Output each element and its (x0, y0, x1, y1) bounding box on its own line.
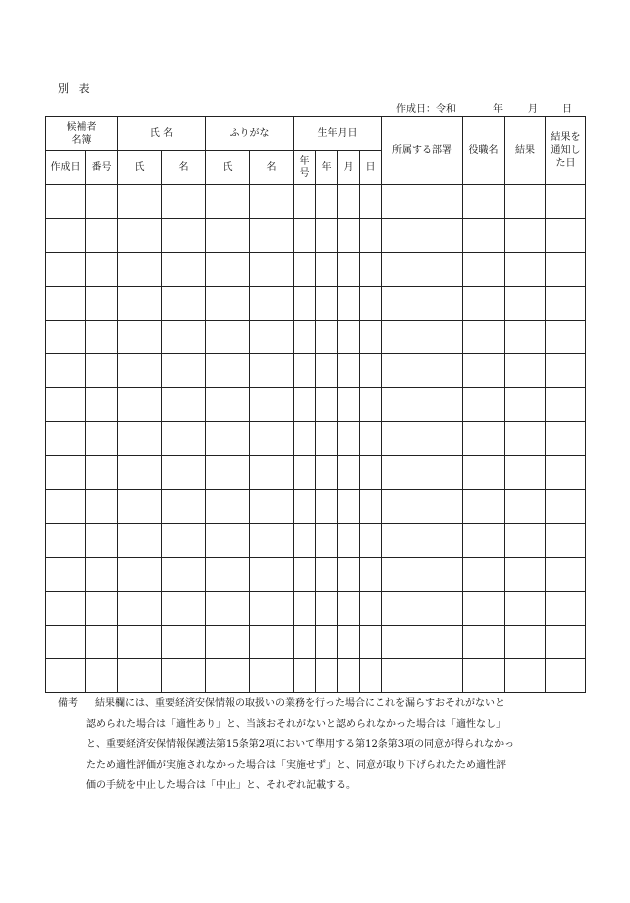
table-cell (316, 286, 338, 320)
table-cell (162, 286, 206, 320)
table-cell (118, 320, 162, 354)
table-cell (162, 252, 206, 286)
table-cell (46, 388, 86, 422)
table-cell (250, 456, 294, 490)
date-month-label: 月 (528, 104, 538, 115)
table-cell (505, 286, 546, 320)
table-cell (546, 354, 586, 388)
header-result: 結果 (505, 117, 546, 185)
table-cell (338, 557, 360, 591)
table-cell (162, 354, 206, 388)
table-cell (463, 354, 505, 388)
table-cell (46, 659, 86, 693)
table-cell (250, 625, 294, 659)
table-cell (206, 591, 250, 625)
table-cell (206, 557, 250, 591)
table-cell (250, 286, 294, 320)
table-cell (118, 354, 162, 388)
table-cell (316, 456, 338, 490)
table-cell (338, 388, 360, 422)
table-cell (338, 218, 360, 252)
table-cell (546, 625, 586, 659)
table-cell (463, 218, 505, 252)
table-cell (316, 490, 338, 524)
table-cell (250, 422, 294, 456)
table-cell (46, 557, 86, 591)
table-cell (316, 523, 338, 557)
table-cell (294, 354, 316, 388)
table-cell (546, 659, 586, 693)
subheader-furigana-surname: 氏 (206, 151, 250, 185)
table-cell (546, 456, 586, 490)
table-row (46, 218, 586, 252)
table-cell (294, 388, 316, 422)
table-cell (206, 490, 250, 524)
table-cell (505, 490, 546, 524)
table-cell (86, 388, 118, 422)
table-cell (360, 354, 382, 388)
table-row (46, 625, 586, 659)
table-cell (360, 286, 382, 320)
date-day-label: 日 (562, 104, 572, 115)
table-cell (46, 218, 86, 252)
table-cell (360, 557, 382, 591)
table-row (46, 252, 586, 286)
table-cell (316, 422, 338, 456)
table-cell (463, 523, 505, 557)
table-cell (338, 523, 360, 557)
table-cell (360, 625, 382, 659)
table-cell (118, 185, 162, 219)
table-cell (382, 523, 463, 557)
header-birthdate: 生年月日 (294, 117, 382, 151)
table-row (46, 591, 586, 625)
table-cell (316, 659, 338, 693)
table-cell (46, 523, 86, 557)
table-cell (118, 523, 162, 557)
table-cell (250, 252, 294, 286)
header-department: 所属する部署 (382, 117, 463, 185)
table-cell (294, 523, 316, 557)
table-cell (382, 490, 463, 524)
remarks-line: と、重要経済安保情報保護法第15条第2項において準用する第12条第3項の同意が得られなかっ (86, 739, 515, 750)
table-cell (382, 320, 463, 354)
table-cell (86, 523, 118, 557)
table-cell (382, 252, 463, 286)
table-cell (360, 252, 382, 286)
subheader-given-name: 名 (162, 151, 206, 185)
table-cell (46, 591, 86, 625)
table-cell (505, 320, 546, 354)
subheader-era: 年 号 (294, 151, 316, 185)
table-cell (546, 320, 586, 354)
header-furigana: ふりがな (206, 117, 294, 151)
remarks-label: 備考 (58, 698, 78, 709)
table-cell (46, 286, 86, 320)
table-row (46, 456, 586, 490)
table-cell (316, 218, 338, 252)
remarks-line: 認められた場合は「適性あり」と、当該おそれがないと認められなかった場合は「適性なし」 (86, 718, 506, 730)
table-cell (338, 625, 360, 659)
table-cell (382, 185, 463, 219)
table-row (46, 388, 586, 422)
table-cell (505, 591, 546, 625)
table-cell (206, 218, 250, 252)
table-cell (360, 218, 382, 252)
table-cell (463, 659, 505, 693)
table-cell (46, 354, 86, 388)
table-cell (162, 388, 206, 422)
table-cell (546, 388, 586, 422)
table-cell (338, 286, 360, 320)
table-cell (338, 456, 360, 490)
table-cell (118, 388, 162, 422)
table-cell (46, 625, 86, 659)
table-cell (118, 591, 162, 625)
table-cell (382, 456, 463, 490)
table-cell (162, 218, 206, 252)
table-cell (382, 422, 463, 456)
table-cell (86, 354, 118, 388)
table-cell (463, 557, 505, 591)
table-cell (546, 490, 586, 524)
table-row (46, 490, 586, 524)
table-cell (316, 185, 338, 219)
table-cell (463, 591, 505, 625)
table-cell (463, 625, 505, 659)
table-cell (546, 218, 586, 252)
table-row (46, 185, 586, 219)
table-cell (316, 388, 338, 422)
table-cell (86, 286, 118, 320)
table-cell (338, 591, 360, 625)
table-cell (316, 320, 338, 354)
table-cell (206, 523, 250, 557)
creation-date-line (392, 100, 582, 114)
table-cell (86, 252, 118, 286)
table-cell (118, 286, 162, 320)
table-cell (294, 490, 316, 524)
table-cell (338, 320, 360, 354)
table-cell (250, 354, 294, 388)
table-cell (86, 490, 118, 524)
table-row (46, 659, 586, 693)
table-cell (250, 591, 294, 625)
table-cell (463, 252, 505, 286)
table-cell (505, 354, 546, 388)
table-cell (382, 286, 463, 320)
table-cell (206, 252, 250, 286)
date-year-label: 年 (493, 104, 503, 115)
table-cell (316, 557, 338, 591)
table-cell (206, 286, 250, 320)
table-cell (294, 218, 316, 252)
table-cell (118, 422, 162, 456)
table-cell (46, 320, 86, 354)
table-cell (294, 557, 316, 591)
table-cell (382, 354, 463, 388)
table-cell (250, 218, 294, 252)
table-cell (360, 523, 382, 557)
table-cell (360, 659, 382, 693)
table-cell (360, 185, 382, 219)
table-cell (162, 320, 206, 354)
remarks (58, 694, 588, 797)
table-cell (338, 354, 360, 388)
table-cell (382, 388, 463, 422)
table-cell (118, 218, 162, 252)
table-cell (206, 422, 250, 456)
subheader-furigana-given-name: 名 (250, 151, 294, 185)
table-cell (463, 185, 505, 219)
table-cell (382, 625, 463, 659)
table-cell (86, 320, 118, 354)
table-cell (46, 422, 86, 456)
table-cell (86, 557, 118, 591)
table-cell (505, 625, 546, 659)
table-cell (360, 490, 382, 524)
table-cell (206, 185, 250, 219)
table-cell (206, 354, 250, 388)
table-cell (46, 456, 86, 490)
table-cell (382, 591, 463, 625)
table-cell (360, 320, 382, 354)
subheader-created-date: 作成日 (46, 151, 86, 185)
table-cell (505, 185, 546, 219)
table-row (46, 523, 586, 557)
table-cell (250, 523, 294, 557)
table-cell (360, 456, 382, 490)
table-row (46, 320, 586, 354)
table-cell (118, 456, 162, 490)
subheader-day: 日 (360, 151, 382, 185)
table-cell (360, 388, 382, 422)
table-cell (294, 320, 316, 354)
table-cell (162, 523, 206, 557)
table-cell (463, 490, 505, 524)
table-cell (546, 185, 586, 219)
table-cell (86, 218, 118, 252)
table-cell (162, 185, 206, 219)
table-cell (162, 490, 206, 524)
table-cell (360, 422, 382, 456)
table-cell (338, 659, 360, 693)
remarks-line: 結果欄には、重要経済安保情報の取扱いの業務を行った場合にこれを漏らすおそれがないと (95, 698, 505, 709)
table-cell (505, 659, 546, 693)
header-position: 役職名 (463, 117, 505, 185)
subheader-year: 年 (316, 151, 338, 185)
table-cell (250, 490, 294, 524)
remarks-line: たため適性評価が実施されなかった場合は「実施せず」と、同意が取り下げられたため適性評 (86, 759, 506, 771)
table-cell (206, 659, 250, 693)
table-cell (316, 252, 338, 286)
table-cell (250, 320, 294, 354)
table-cell (294, 286, 316, 320)
table-cell (505, 456, 546, 490)
table-cell (250, 185, 294, 219)
table-cell (250, 659, 294, 693)
table-cell (250, 557, 294, 591)
table-cell (118, 659, 162, 693)
table-cell (294, 659, 316, 693)
table-cell (118, 625, 162, 659)
table-cell (46, 185, 86, 219)
table-cell (250, 388, 294, 422)
attachment-label: 別 表 (58, 82, 93, 95)
table-cell (162, 557, 206, 591)
candidate-register-table (45, 116, 586, 693)
table-row (46, 354, 586, 388)
table-cell (162, 456, 206, 490)
table-cell (86, 591, 118, 625)
table-cell (316, 625, 338, 659)
table-cell (546, 523, 586, 557)
table-cell (546, 252, 586, 286)
table-cell (338, 490, 360, 524)
table-row (46, 286, 586, 320)
table-cell (206, 625, 250, 659)
subheader-surname: 氏 (118, 151, 162, 185)
table-cell (338, 422, 360, 456)
table-cell (294, 252, 316, 286)
table-cell (46, 252, 86, 286)
table-cell (86, 659, 118, 693)
table-cell (505, 252, 546, 286)
table-cell (162, 591, 206, 625)
header-notified-date: 結果を 通知し た日 (546, 117, 586, 185)
table-cell (118, 557, 162, 591)
table-cell (463, 286, 505, 320)
header-candidate-list: 候補者 名簿 (46, 117, 118, 151)
table-cell (546, 286, 586, 320)
table-cell (338, 185, 360, 219)
table-cell (118, 490, 162, 524)
table-cell (294, 625, 316, 659)
remarks-line: 価の手続を中止した場合は「中止」と、それぞれ記載する。 (86, 780, 356, 791)
table-cell (546, 557, 586, 591)
remarks-text (86, 694, 588, 797)
table-cell (162, 422, 206, 456)
table-cell (162, 625, 206, 659)
table-cell (294, 422, 316, 456)
table-cell (382, 557, 463, 591)
table-cell (206, 388, 250, 422)
table-cell (162, 659, 206, 693)
header-name: 氏 名 (118, 117, 206, 151)
table-cell (338, 252, 360, 286)
table-cell (86, 625, 118, 659)
table-cell (316, 591, 338, 625)
table-cell (546, 422, 586, 456)
table-cell (505, 557, 546, 591)
table-cell (294, 591, 316, 625)
table-cell (546, 591, 586, 625)
table-cell (505, 523, 546, 557)
table-cell (382, 218, 463, 252)
table-cell (463, 456, 505, 490)
table-cell (86, 422, 118, 456)
table-cell (118, 252, 162, 286)
table-cell (206, 456, 250, 490)
table-cell (206, 320, 250, 354)
table-cell (463, 388, 505, 422)
table-cell (360, 591, 382, 625)
table-cell (86, 456, 118, 490)
table-cell (463, 422, 505, 456)
table-cell (316, 354, 338, 388)
table-cell (294, 456, 316, 490)
table-cell (463, 320, 505, 354)
table-cell (505, 218, 546, 252)
subheader-number: 番号 (86, 151, 118, 185)
table-row (46, 557, 586, 591)
table-cell (86, 185, 118, 219)
date-prefix: 作成日：令和 (396, 104, 456, 115)
table-row (46, 422, 586, 456)
table-cell (294, 185, 316, 219)
table-cell (382, 659, 463, 693)
table-cell (46, 490, 86, 524)
table-cell (505, 422, 546, 456)
subheader-month: 月 (338, 151, 360, 185)
table-cell (505, 388, 546, 422)
